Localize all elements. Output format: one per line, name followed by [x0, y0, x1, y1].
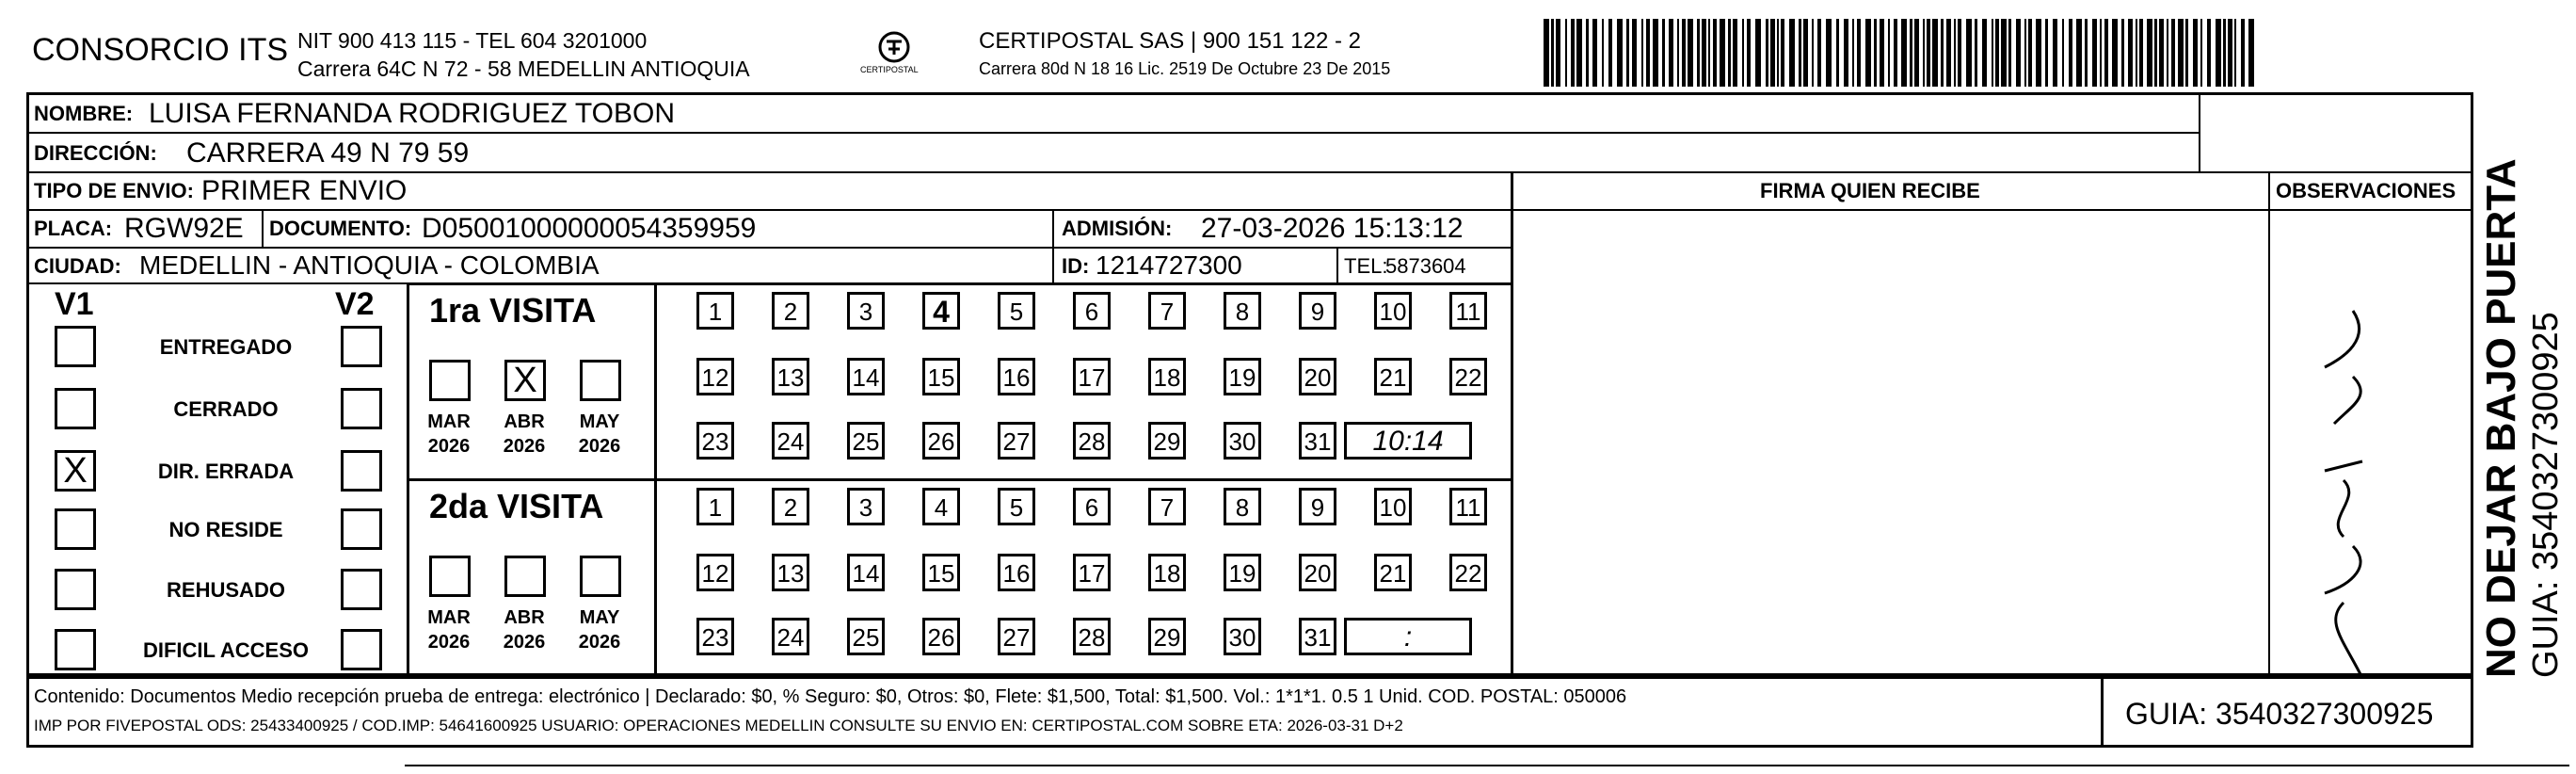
- day-box[interactable]: 18: [1148, 554, 1186, 591]
- month-year: 2026: [503, 436, 546, 457]
- day-box[interactable]: 14: [847, 554, 885, 591]
- barcode-bar: [1571, 19, 1575, 87]
- barcode-bar: [2128, 19, 2133, 87]
- day-box[interactable]: 28: [1073, 618, 1111, 655]
- barcode-bar: [1556, 19, 1560, 87]
- barcode-bar: [1923, 19, 1925, 87]
- v2-checkbox[interactable]: [341, 326, 382, 367]
- admision-label: ADMISIÓN:: [1062, 217, 1173, 240]
- barcode-bar: [1565, 19, 1567, 87]
- barcode-bar: [1812, 19, 1814, 87]
- barcode-bar: [2112, 19, 2118, 87]
- barcode-bar: [2024, 19, 2026, 87]
- barcode-bar: [1688, 19, 1693, 87]
- barcode-bar: [1702, 19, 1706, 87]
- barcode-bar: [1799, 19, 1801, 87]
- barcode-bar: [2104, 19, 2108, 87]
- barcode-bar: [1966, 19, 1972, 87]
- certipostal-logo: [856, 28, 932, 81]
- barcode-bar: [2241, 19, 2245, 87]
- admision-value: 27-03-2026 15:13:12: [1201, 213, 1464, 244]
- day-box[interactable]: 9: [1299, 488, 1336, 525]
- v2-checkbox[interactable]: [341, 388, 382, 429]
- v2-checkbox[interactable]: [341, 508, 382, 550]
- barcode-bar: [1602, 19, 1604, 87]
- month-checkbox[interactable]: [504, 556, 546, 597]
- barcode-bar: [1682, 19, 1686, 87]
- ciudad-label: CIUDAD:: [34, 254, 121, 278]
- barcode-bar: [2147, 19, 2152, 87]
- day-box[interactable]: 13: [772, 358, 809, 395]
- barcode-bar: [1755, 19, 1761, 87]
- day-box[interactable]: 9: [1299, 292, 1336, 330]
- month-checkbox[interactable]: [429, 360, 471, 401]
- day-box[interactable]: 26: [922, 618, 960, 655]
- day-box[interactable]: 28: [1073, 422, 1111, 460]
- day-box[interactable]: 5: [998, 292, 1035, 330]
- footer-line2: IMP POR FIVEPOSTAL ODS: 25433400925 / COD.IMP: 54641600925 USUARIO: OPERACIONES MEDELLIN CONSULTE SU ENVIO EN: CERTIPOSTAL.COM SOBRE ETA: 2026-03-31 D+2: [34, 717, 1403, 734]
- v2-checkbox[interactable]: [341, 569, 382, 610]
- month-year: 2026: [578, 436, 621, 457]
- barcode-bar: [2200, 19, 2202, 87]
- day-box[interactable]: 21: [1374, 358, 1412, 395]
- row-divider: [26, 171, 2473, 173]
- month-year: 2026: [503, 632, 546, 653]
- v1-checkbox[interactable]: [55, 629, 96, 670]
- barcode: [1544, 19, 2259, 87]
- day-box[interactable]: 21: [1374, 554, 1412, 591]
- barcode-bar: [2016, 19, 2021, 87]
- v2-checkbox[interactable]: [341, 629, 382, 670]
- day-box[interactable]: 25: [847, 618, 885, 655]
- barcode-bar: [1697, 19, 1700, 87]
- day-box[interactable]: 1: [696, 488, 734, 525]
- day-box[interactable]: 14: [847, 358, 885, 395]
- side-guia: GUIA: 3540327300925: [2526, 312, 2566, 678]
- barcode-bar: [2139, 19, 2143, 87]
- barcode-bar: [2092, 19, 2097, 87]
- barcode-bar: [2136, 19, 2137, 87]
- documento-value: D05001000000054359959: [422, 213, 757, 244]
- day-box[interactable]: 17: [1073, 554, 1111, 591]
- barcode-bar: [2185, 19, 2188, 87]
- company-address: Carrera 64C N 72 - 58 MEDELLIN ANTIOQUIA: [297, 56, 750, 81]
- time-box[interactable]: :: [1344, 618, 1472, 655]
- barcode-bar: [1641, 19, 1643, 87]
- day-box[interactable]: 2: [772, 292, 809, 330]
- barcode-bar: [2223, 19, 2226, 87]
- barcode-bar: [1626, 19, 1629, 87]
- row-divider: [26, 247, 1513, 249]
- day-box[interactable]: 3: [847, 292, 885, 330]
- barcode-bar: [1932, 19, 1938, 87]
- status-label: REHUSADO: [167, 578, 285, 602]
- day-box[interactable]: 20: [1299, 554, 1336, 591]
- barcode-bar: [1852, 19, 1854, 87]
- barcode-bar: [1653, 19, 1658, 87]
- month-checkbox[interactable]: X: [504, 360, 546, 401]
- barcode-bar: [1927, 19, 1930, 87]
- day-box[interactable]: 19: [1224, 554, 1261, 591]
- placa-label: PLACA:: [34, 217, 113, 240]
- barcode-bar: [1617, 19, 1623, 87]
- documento-label: DOCUMENTO:: [269, 217, 412, 240]
- month-year: 2026: [578, 632, 621, 653]
- footer-divider: [2101, 676, 2104, 748]
- barcode-bar: [1817, 19, 1821, 87]
- day-box[interactable]: 20: [1299, 358, 1336, 395]
- barcode-bar: [1826, 19, 1832, 87]
- day-box[interactable]: 26: [922, 422, 960, 460]
- barcode-bar: [2193, 19, 2198, 87]
- day-box[interactable]: 29: [1148, 618, 1186, 655]
- barcode-bar: [2045, 19, 2048, 87]
- barcode-bar: [2076, 19, 2082, 87]
- day-box[interactable]: 29: [1148, 422, 1186, 460]
- day-box[interactable]: 18: [1148, 358, 1186, 395]
- tipo-label: TIPO DE ENVIO:: [34, 179, 194, 202]
- day-box[interactable]: 6: [1073, 488, 1111, 525]
- barcode-bar: [2234, 19, 2236, 87]
- barcode-bar: [1632, 19, 1637, 87]
- day-box[interactable]: 10: [1374, 488, 1412, 525]
- v2-header: V2: [335, 286, 375, 322]
- nombre-value: LUISA FERNANDA RODRIGUEZ TOBON: [149, 98, 675, 129]
- barcode-bar: [2167, 19, 2168, 87]
- barcode-bar: [1880, 19, 1884, 87]
- tel-value: 5873604: [1385, 254, 1466, 278]
- day-box[interactable]: 25: [847, 422, 885, 460]
- barcode-bar: [2062, 19, 2064, 87]
- day-box[interactable]: 22: [1449, 358, 1487, 395]
- barcode-bar: [2001, 19, 2007, 87]
- barcode-bar: [1901, 19, 1907, 87]
- month-checkbox[interactable]: [580, 360, 621, 401]
- v1-header: V1: [55, 286, 94, 322]
- day-box[interactable]: 19: [1224, 358, 1261, 395]
- barcode-bar: [2053, 19, 2057, 87]
- barcode-bar: [1551, 19, 1554, 87]
- month-label: ABR: [504, 607, 545, 628]
- day-box[interactable]: 16: [998, 358, 1035, 395]
- visit-title: 2da VISITA: [429, 487, 604, 525]
- day-box[interactable]: 12: [696, 358, 734, 395]
- barcode-bar: [1728, 19, 1731, 87]
- barcode-bar: [2085, 19, 2088, 87]
- id-label: ID:: [1062, 254, 1090, 278]
- day-box[interactable]: 12: [696, 554, 734, 591]
- barcode-bar: [2178, 19, 2184, 87]
- month-label: MAR: [427, 607, 471, 628]
- signature: [2287, 282, 2400, 678]
- barcode-bar: [1836, 19, 1839, 87]
- barcode-bar: [2228, 19, 2232, 87]
- day-box[interactable]: 23: [696, 422, 734, 460]
- barcode-bar: [1770, 19, 1775, 87]
- month-label: MAY: [579, 411, 620, 432]
- day-box[interactable]: 8: [1224, 292, 1261, 330]
- barcode-bar: [1914, 19, 1919, 87]
- barcode-bar: [1803, 19, 1808, 87]
- col-divider: [1052, 209, 1054, 282]
- day-box[interactable]: 17: [1073, 358, 1111, 395]
- barcode-bar: [2100, 19, 2102, 87]
- v1-checkbox[interactable]: [55, 326, 96, 367]
- month-checkbox[interactable]: [580, 556, 621, 597]
- day-box[interactable]: 7: [1148, 488, 1186, 525]
- status-label: ENTREGADO: [159, 335, 293, 359]
- day-box[interactable]: 24: [772, 618, 809, 655]
- bottom-rule: [405, 765, 2569, 766]
- day-box[interactable]: 4: [922, 488, 960, 525]
- barcode-bar: [1777, 19, 1779, 87]
- barcode-bar: [1910, 19, 1912, 87]
- barcode-bar: [1844, 19, 1848, 87]
- barcode-bar: [1954, 19, 1956, 87]
- barcode-bar: [1662, 19, 1665, 87]
- barcode-bar: [2121, 19, 2124, 87]
- company-name: CONSORCIO ITS: [32, 32, 289, 68]
- day-box[interactable]: 31: [1299, 618, 1336, 655]
- day-box[interactable]: 30: [1224, 618, 1261, 655]
- day-box[interactable]: 15: [922, 554, 960, 591]
- visit-title: 1ra VISITA: [429, 291, 597, 330]
- barcode-bar: [1720, 19, 1725, 87]
- day-box[interactable]: 11: [1449, 292, 1487, 330]
- barcode-bar: [2036, 19, 2041, 87]
- barcode-bar: [2008, 19, 2011, 87]
- barcode-bar: [1733, 19, 1737, 87]
- observaciones-header: OBSERVACIONES: [2276, 179, 2456, 202]
- barcode-bar: [1592, 19, 1597, 87]
- barcode-bar: [1941, 19, 1944, 87]
- row-divider: [26, 132, 2200, 134]
- day-box[interactable]: 2: [772, 488, 809, 525]
- ciudad-value: MEDELLIN - ANTIOQUIA - COLOMBIA: [139, 250, 600, 280]
- day-box[interactable]: 4: [922, 292, 960, 330]
- visit-divider: [407, 478, 1513, 481]
- barcode-bar: [1865, 19, 1871, 87]
- tel-label: TEL:: [1344, 254, 1388, 278]
- v2-checkbox[interactable]: [341, 450, 382, 492]
- month-checkbox[interactable]: [429, 556, 471, 597]
- col-divider: [2268, 171, 2270, 676]
- v1-checkbox[interactable]: [55, 508, 96, 550]
- day-box[interactable]: 27: [998, 422, 1035, 460]
- barcode-bar: [1608, 19, 1612, 87]
- barcode-bar: [1992, 19, 1993, 87]
- barcode-bar: [1894, 19, 1897, 87]
- status-label: DIR. ERRADA: [157, 460, 295, 483]
- month-label: MAR: [427, 411, 471, 432]
- side-warning: NO DEJAR BAJO PUERTA: [2478, 158, 2524, 678]
- company-nit: NIT 900 413 115 - TEL 604 3201000: [297, 28, 648, 53]
- month-label: ABR: [504, 411, 545, 432]
- time-box[interactable]: 10:14: [1344, 422, 1472, 460]
- day-box[interactable]: 7: [1148, 292, 1186, 330]
- barcode-bar: [2159, 19, 2164, 87]
- barcode-bar: [2248, 19, 2254, 87]
- barcode-bar: [1646, 19, 1650, 87]
- barcode-bar: [2028, 19, 2032, 87]
- row-divider: [26, 209, 2473, 211]
- barcode-bar: [2216, 19, 2221, 87]
- day-box[interactable]: 15: [922, 358, 960, 395]
- barcode-bar: [2154, 19, 2157, 87]
- day-box[interactable]: 3: [847, 488, 885, 525]
- barcode-bar: [1708, 19, 1710, 87]
- footer-guia: GUIA: 3540327300925: [2125, 697, 2434, 731]
- col-divider: [262, 209, 264, 247]
- barcode-bar: [1576, 19, 1582, 87]
- day-box[interactable]: 11: [1449, 488, 1487, 525]
- day-box[interactable]: 27: [998, 618, 1035, 655]
- barcode-bar: [1995, 19, 1999, 87]
- barcode-bar: [1544, 19, 1549, 87]
- barcode-bar: [1975, 19, 1977, 87]
- barcode-bar: [2207, 19, 2211, 87]
- nombre-label: NOMBRE:: [34, 102, 134, 125]
- month-label: MAY: [579, 607, 620, 628]
- day-box[interactable]: 23: [696, 618, 734, 655]
- day-box[interactable]: 13: [772, 554, 809, 591]
- status-label: NO RESIDE: [168, 518, 283, 541]
- day-box[interactable]: 10: [1374, 292, 1412, 330]
- barcode-bar: [1742, 19, 1744, 87]
- v1-checkbox[interactable]: [55, 569, 96, 610]
- id-value: 1214727300: [1096, 250, 1242, 280]
- placa-value: RGW92E: [124, 213, 244, 244]
- barcode-bar: [2171, 19, 2175, 87]
- barcode-bar: [1677, 19, 1679, 87]
- v1-checkbox[interactable]: [55, 388, 96, 429]
- month-year: 2026: [427, 436, 471, 457]
- day-box[interactable]: 8: [1224, 488, 1261, 525]
- carrier-line1: CERTIPOSTAL SAS | 900 151 122 - 2: [979, 28, 1361, 54]
- status-label: DIFICIL ACCESO: [142, 638, 309, 662]
- day-box[interactable]: 31: [1299, 422, 1336, 460]
- barcode-bar: [1958, 19, 1961, 87]
- carrier-line2: Carrera 80d N 18 16 Lic. 2519 De Octubre 23 De 2015: [979, 59, 1391, 78]
- col-divider: [1336, 247, 1338, 282]
- barcode-bar: [1888, 19, 1890, 87]
- barcode-bar: [1586, 19, 1589, 87]
- footer-line1: Contenido: Documentos Medio recepción prueba de entrega: electrónico | Declarado: $0, % Seguro: $0, Otros: $0, Flete: $1,500, Total: $1,500. Vol.: 1*1*1. 0.5 1 Unid. COD. POSTAL: 050006: [34, 686, 1627, 707]
- direccion-label: DIRECCIÓN:: [34, 141, 157, 165]
- tipo-value: PRIMER ENVIO: [201, 175, 408, 206]
- firma-header: FIRMA QUIEN RECIBE: [1760, 179, 1980, 202]
- barcode-bar: [1747, 19, 1751, 87]
- day-box[interactable]: 22: [1449, 554, 1487, 591]
- barcode-bar: [1982, 19, 1987, 87]
- barcode-bar: [1874, 19, 1877, 87]
- status-label: CERRADO: [173, 397, 279, 421]
- barcode-bar: [1789, 19, 1795, 87]
- barcode-bar: [1781, 19, 1784, 87]
- barcode-bar: [1857, 19, 1861, 87]
- day-box[interactable]: 24: [772, 422, 809, 460]
- day-box[interactable]: 16: [998, 554, 1035, 591]
- direccion-value: CARRERA 49 N 79 59: [186, 137, 470, 169]
- day-box[interactable]: 30: [1224, 422, 1261, 460]
- visit-col-divider: [654, 282, 657, 676]
- barcode-bar: [2069, 19, 2072, 87]
- col-divider: [2199, 92, 2200, 171]
- v1-checkbox[interactable]: X: [55, 450, 96, 492]
- logo-caption: CERTIPOSTAL: [860, 65, 919, 74]
- barcode-bar: [1669, 19, 1673, 87]
- day-box[interactable]: 6: [1073, 292, 1111, 330]
- day-box[interactable]: 1: [696, 292, 734, 330]
- barcode-bar: [1713, 19, 1717, 87]
- barcode-bar: [1946, 19, 1951, 87]
- day-box[interactable]: 5: [998, 488, 1035, 525]
- barcode-bar: [1766, 19, 1768, 87]
- month-year: 2026: [427, 632, 471, 653]
